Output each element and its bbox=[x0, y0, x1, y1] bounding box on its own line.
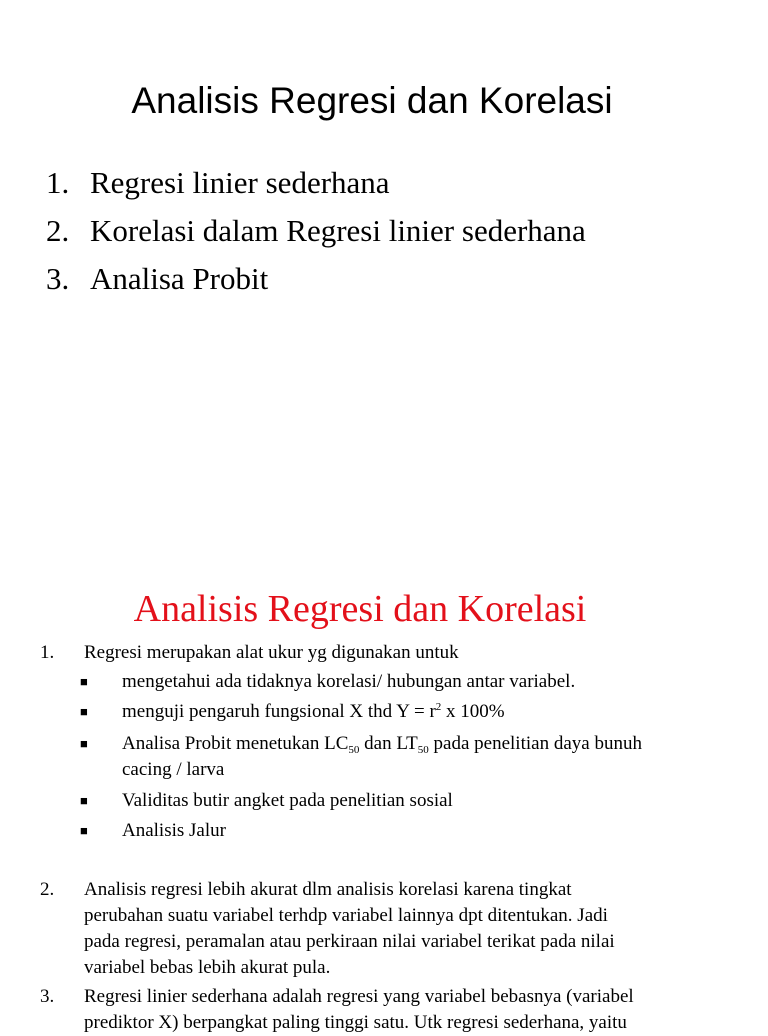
bullet-text: mengetahui ada tidaknya korelasi/ hubungan antar variabel. bbox=[122, 671, 576, 692]
point-text: Regresi merupakan alat ukur yg digunakan untuk bbox=[84, 642, 459, 663]
topic-text: Korelasi dalam Regresi linier sederhana bbox=[90, 213, 586, 248]
point-number: 1. bbox=[40, 642, 55, 663]
formula-suffix: x 100% bbox=[441, 701, 505, 722]
slide-1-title: Analisis Regresi dan Korelasi bbox=[131, 80, 613, 121]
probit-text: Analisa Probit menetukan LC bbox=[122, 733, 349, 754]
bullet-text: Validitas butir angket pada penelitian sosial bbox=[122, 790, 453, 811]
bullet-text: cacing / larva bbox=[122, 759, 225, 780]
topic-text: Regresi linier sederhana bbox=[90, 165, 390, 200]
topic-text: Analisa Probit bbox=[90, 261, 269, 296]
exponent: 2 bbox=[435, 701, 442, 713]
bullet-text bbox=[122, 731, 728, 757]
point-text bbox=[84, 984, 748, 1036]
topic-number: 2. bbox=[46, 213, 70, 248]
slide-2-title: Analisis Regresi dan Korelasi bbox=[133, 588, 587, 630]
text-line: perubahan suatu variabel terhdp variabel lainnya dpt ditentukan. Jadi bbox=[84, 905, 608, 926]
topic-item bbox=[0, 255, 586, 303]
square-bullet-icon: ■ bbox=[80, 823, 88, 838]
text-line: variabel bebas lebih akurat pula. bbox=[84, 957, 331, 978]
formula-text: menguji pengaruh fungsional X thd Y = r bbox=[122, 701, 436, 722]
topic-number: 1. bbox=[46, 165, 70, 200]
topic-item bbox=[0, 159, 586, 207]
square-bullet-icon: ■ bbox=[80, 704, 88, 719]
subscript: 50 bbox=[348, 744, 360, 756]
square-bullet-icon: ■ bbox=[80, 793, 88, 808]
point-text bbox=[84, 877, 748, 981]
text-line: prediktor X) berpangkat paling tinggi satu. Utk regresi sederhana, yaitu bbox=[84, 1012, 627, 1033]
bullet-text bbox=[122, 699, 728, 725]
topic-number: 3. bbox=[46, 261, 70, 296]
probit-text: pada penelitian daya bunuh bbox=[428, 733, 642, 754]
text-line: pada regresi, peramalan atau perkiraan nilai variabel terikat pada nilai bbox=[84, 931, 615, 952]
subscript: 50 bbox=[417, 744, 429, 756]
square-bullet-icon: ■ bbox=[80, 674, 88, 689]
point-number: 3. bbox=[40, 986, 55, 1007]
square-bullet-icon: ■ bbox=[80, 736, 88, 751]
text-line: Analisis regresi lebih akurat dlm analisis korelasi karena tingkat bbox=[84, 879, 572, 900]
probit-text: dan LT bbox=[359, 733, 418, 754]
slide-1-topic-list bbox=[0, 159, 586, 303]
point-number: 2. bbox=[40, 879, 55, 900]
bullet-text: Analisis Jalur bbox=[122, 820, 226, 841]
text-line: Regresi linier sederhana adalah regresi yang variabel bebasnya (variabel bbox=[84, 986, 634, 1007]
topic-item bbox=[0, 207, 586, 255]
